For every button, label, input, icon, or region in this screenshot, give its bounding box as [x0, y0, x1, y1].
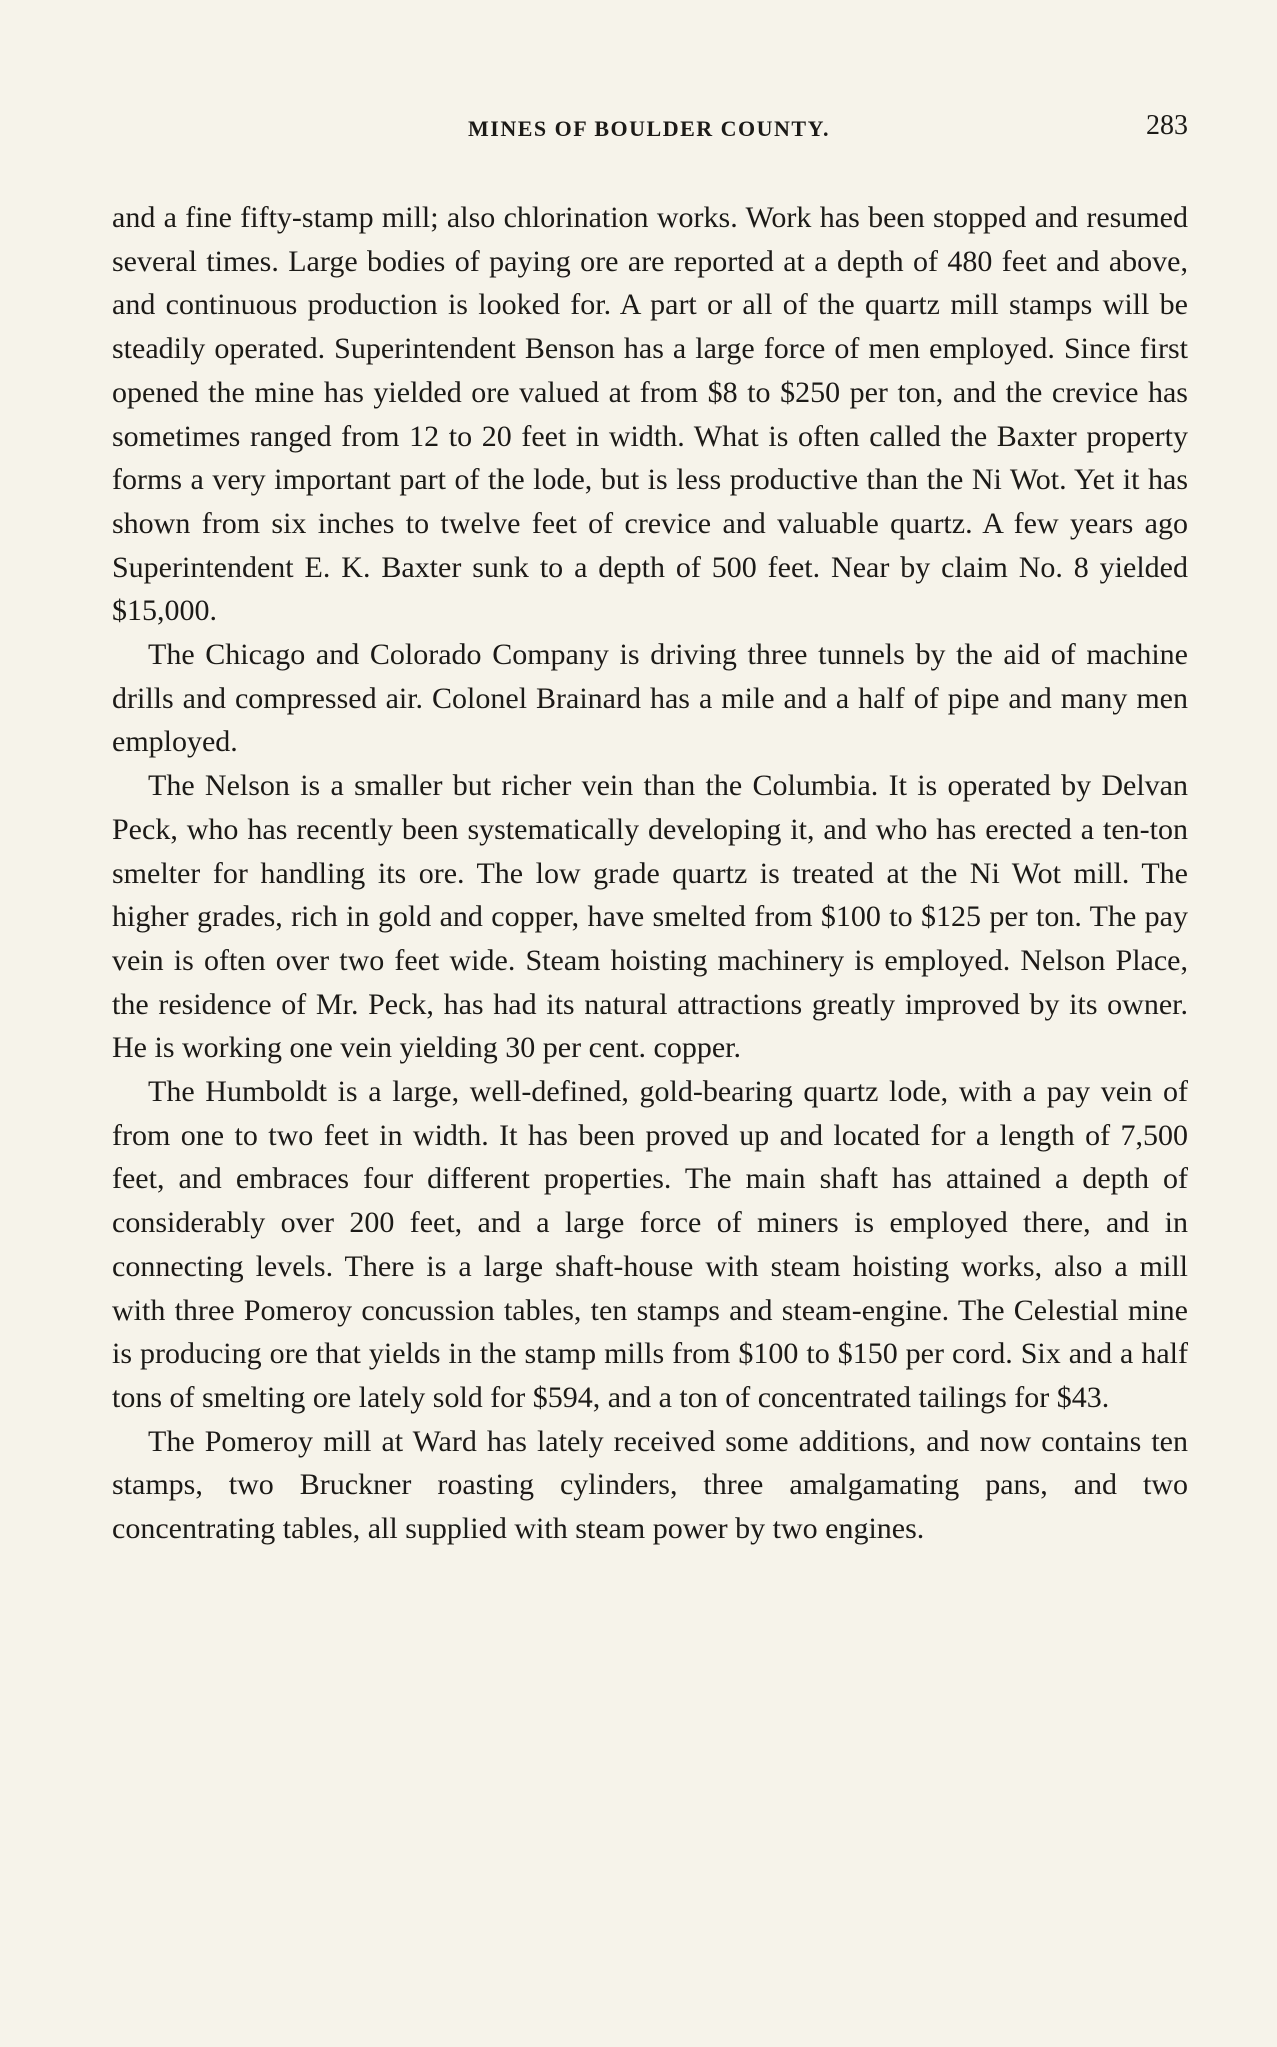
- running-title: MINES OF BOULDER COUNTY.: [468, 116, 830, 141]
- body-text: [112, 196, 1188, 1551]
- paragraph-humboldt: The Humboldt is a large, well-defined, gold-bearing quartz lode, with a pay vein of from one to two feet in width. It has been proved up and located for a length of 7,500 feet, and embraces four different properties. The main shaft has attained a depth of considerably over 200 feet, and a large force of miners is employed there, and in connecting levels. There is a large shaft-house with steam hoisting works, also a mill with three Pomeroy concussion tables, ten stamps and steam-engine. The Celestial mine is producing ore that yields in the stamp mills from $100 to $150 per cord. Six and a half tons of smelting ore lately sold for $594, and a ton of concentrated tailings for $43.: [112, 1075, 1188, 1414]
- page-number: 283: [1146, 110, 1188, 141]
- paragraph-ni-wot: and a fine fifty-stamp mill; also chlorination works. Work has been stopped and resumed several times. Large bodies of paying ore are reported at a depth of 480 feet and above, and continuous production is looked for. A part or all of the quartz mill stamps will be steadily operated. Superintendent Benson has a large force of men employed. Since first opened the mine has yielded ore valued at from $8 to $250 per ton, and the crevice has sometimes ranged from 12 to 20 feet in width. What is often called the Baxter property forms a very important part of the lode, but is less productive than the Ni Wot. Yet it has shown from six inches to twelve feet of crevice and valuable quartz. A few years ago Superintendent E. K. Baxter sunk to a depth of 500 feet. Near by claim No. 8 yielded $15,000.: [112, 201, 1188, 628]
- paragraph-chicago-colorado: The Chicago and Colorado Company is driving three tunnels by the aid of machine drills and compressed air. Colonel Brainard has a mile and a half of pipe and many men employed.: [112, 638, 1188, 759]
- running-head: [110, 110, 1188, 150]
- paragraph-pomeroy-mill: The Pomeroy mill at Ward has lately received some additions, and now contains ten stamps, two Bruckner roasting cylinders, three amalgamating pans, and two concentrating tables, all supplied with steam power by two engines.: [112, 1424, 1188, 1546]
- paragraph-nelson: The Nelson is a smaller but richer vein than the Columbia. It is operated by Delvan Peck, who has recently been systematically developing it, and who has erected a ten-ton smelter for handling its ore. The low grade quartz is treated at the Ni Wot mill. The higher grades, rich in gold and copper, have smelted from $100 to $125 per ton. The pay vein is often over two feet wide. Steam hoisting machinery is employed. Nelson Place, the residence of Mr. Peck, has had its natural attractions greatly improved by its owner. He is working one vein yielding 30 per cent. copper.: [112, 769, 1188, 1065]
